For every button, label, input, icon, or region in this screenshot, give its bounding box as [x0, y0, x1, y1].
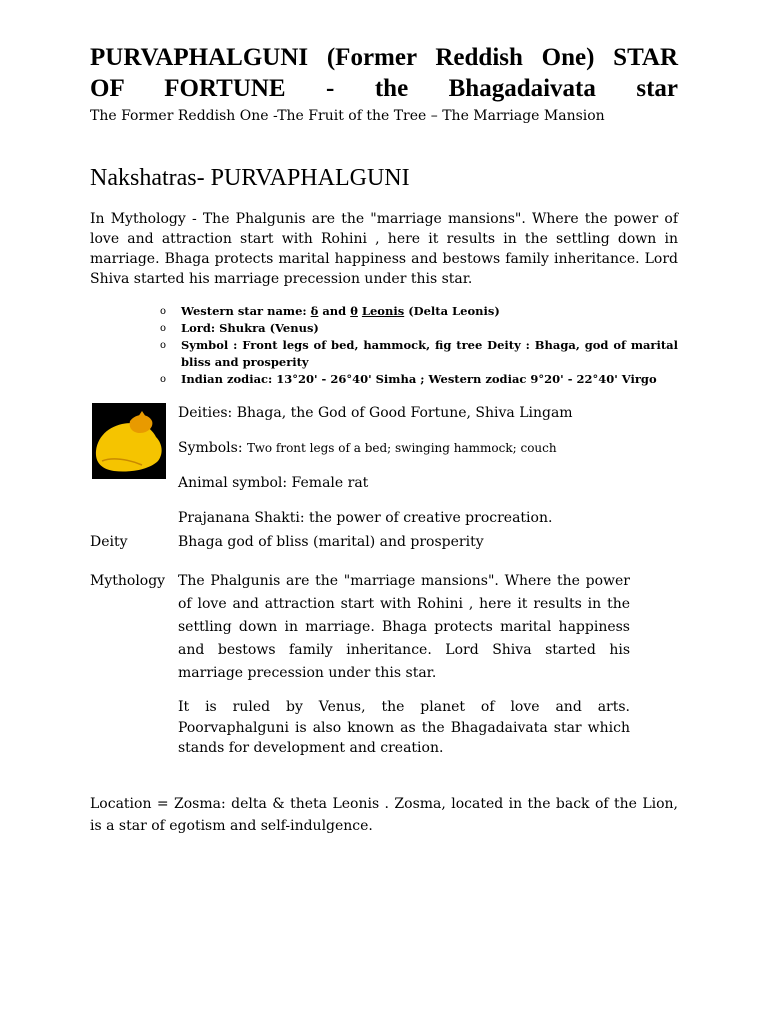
mythology-paragraph-2: It is ruled by Venus, the planet of love and arts. Poorvaphalguni is also known as the Bhagadaivata star which stands for development and creation. — [178, 699, 630, 756]
document-title — [90, 42, 678, 104]
deities-line: Deities: Bhaga, the God of Good Fortune, Shiva Lingam — [178, 405, 573, 421]
deity-label: Deity — [90, 534, 128, 550]
fact-western-star: o Western star name: δ and θ Leonis (Delta Leonis) — [160, 303, 678, 320]
location-paragraph: Location = Zosma: delta & theta Leonis . Zosma, located in the back of the Lion, is a star of egotism and self-indulgence. — [90, 795, 678, 834]
mythology-row — [90, 570, 678, 759]
bed-icon — [92, 403, 166, 479]
fact-lord: o Lord: Shukra (Venus) — [160, 320, 678, 337]
section-heading: Nakshatras- PURVAPHALGUNI — [90, 165, 410, 191]
leonis-link: Leonis — [361, 304, 405, 318]
mythology-paragraph-1: The Phalgunis are the "marriage mansions". Where the power of love and attraction start with Rohini , here it results in the settling down in marriage. Bhaga protects marital happiness and bestows family inheritance. Lord Shiva started his marriage precession under this star. — [178, 573, 630, 681]
hammock-image — [92, 403, 166, 479]
symbols-line: Symbols: Two front legs of a bed; swinging hammock; couch — [178, 440, 557, 456]
facts-list — [90, 303, 678, 388]
fact-symbol: o Symbol : Front legs of bed, hammock, fig tree Deity : Bhaga, god of marital bliss and prosperity — [160, 337, 678, 371]
document-subtitle: The Former Reddish One -The Fruit of the Tree – The Marriage Mansion — [90, 108, 605, 124]
mythology-label: Mythology — [90, 573, 166, 589]
animal-symbol-line: Animal symbol: Female rat — [178, 475, 369, 491]
deities-block — [90, 403, 678, 533]
document-page — [90, 42, 678, 837]
deities-lines — [178, 403, 678, 543]
deity-value: Bhaga god of bliss (marital) and prosperity — [178, 534, 484, 550]
title-line-1: PURVAPHALGUNI (Former Reddish One) STAR — [90, 44, 678, 71]
intro-paragraph: In Mythology - The Phalgunis are the "marriage mansions". Where the power of love and attraction start with Rohini , here it results in the settling down in marriage. Bhaga protects marital happiness and bestows family inheritance. Lord Shiva started his marriage precession under this star. — [90, 211, 678, 287]
shakti-line: Prajanana Shakti: the power of creative procreation. — [178, 510, 553, 526]
fact-zodiac: o Indian zodiac: 13°20' - 26°40' Simha ; Western zodiac 9°20' - 22°40' Virgo — [160, 371, 678, 388]
deity-row — [90, 531, 678, 554]
title-line-2: OF FORTUNE - the Bhagadaivata star — [90, 75, 678, 102]
